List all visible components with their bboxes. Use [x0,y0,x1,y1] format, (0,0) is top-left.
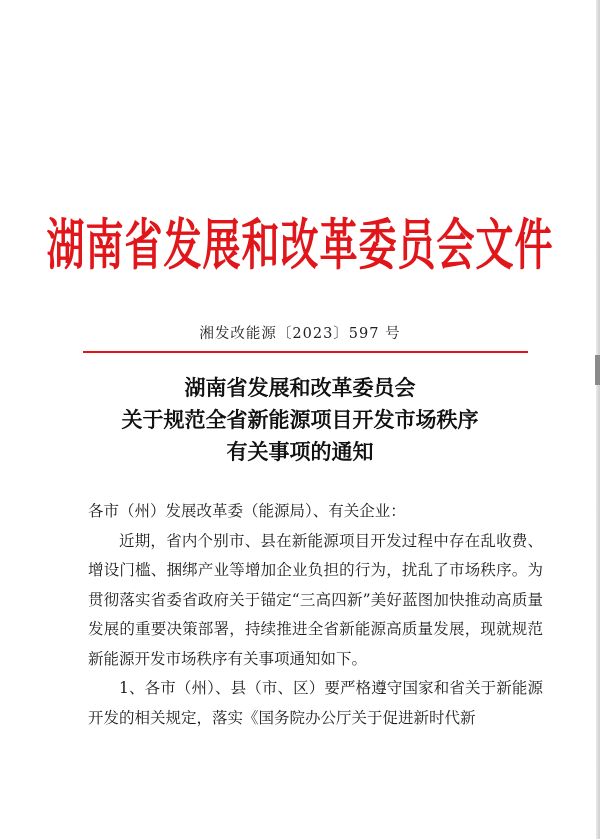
notice-title-line-3: 有关事项的通知 [226,439,374,464]
notice-title-line-2: 关于规范全省新能源项目开发市场秩序 [121,407,479,432]
issuer-red-header: 湖南省发展和改革委员会文件 [46,211,554,277]
document-body [88,497,543,733]
paragraph-1: 近期，省内个别市、县在新能源项目开发过程中存在乱收费、增设门槛、捆绑产业等增加企业负担的行为，扰乱了市场秩序。为贯彻落实省委省政府关于锚定“三高四新”美好蓝图加快推动高质量发展的重要决策部署，持续推进全省新能源高质量发展，现就规范新能源开发市场秩序有关事项通知如下。 [88,531,543,668]
notice-title-line-1: 湖南省发展和改革委员会 [184,375,416,400]
salutation: 各市（州）发展改革委（能源局）、有关企业： [88,502,406,520]
paragraph-2: 1、各市（州）、县（市、区）要严格遵守国家和省关于新能源开发的相关规定，落实《国务院办公厅关于促进新时代新 [88,679,543,727]
notice-title [0,372,600,468]
red-divider-line [83,351,528,353]
document-number: 湘发改能源〔2023〕597 号 [199,326,401,342]
